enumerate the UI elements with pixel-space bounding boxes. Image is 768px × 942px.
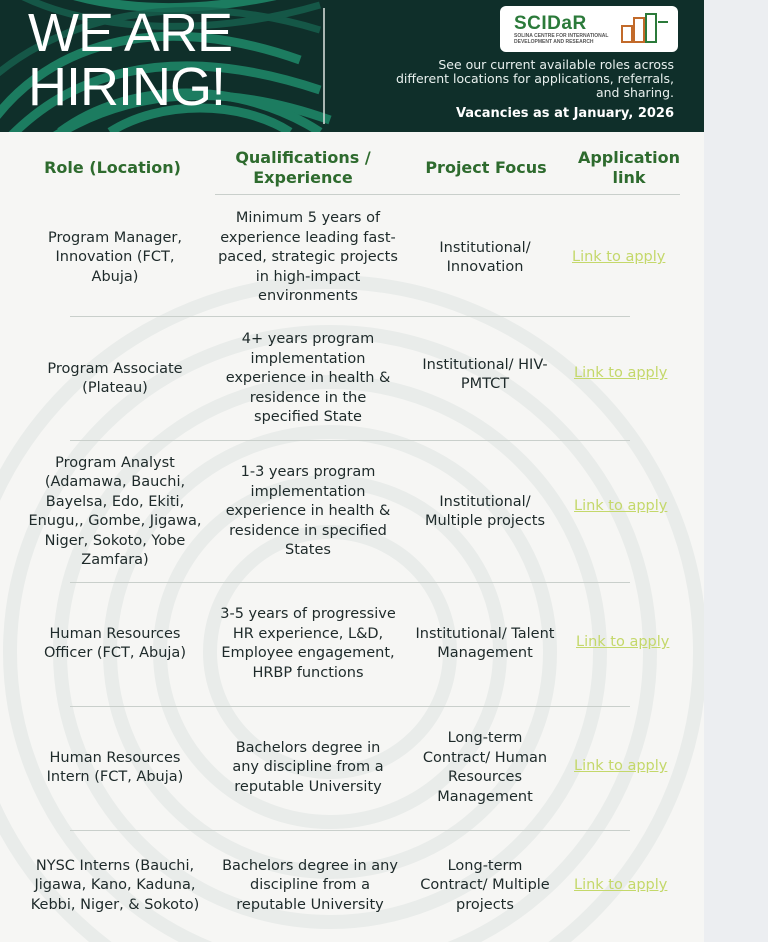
row-5-apply-link[interactable]: Link to apply [574, 758, 668, 774]
row-divider [70, 316, 630, 317]
row-5-focus: Long-term Contract/ Human Resources Management [422, 730, 548, 805]
row-1-focus: Institutional/ Innovation [439, 239, 531, 275]
row-1-qualifications: Minimum 5 years of experience leading fast-paced, strategic projects in high-impact environments [218, 210, 398, 305]
headline [28, 3, 233, 117]
column-header-application-link: Application link [577, 148, 681, 187]
header-description: See our current available roles across different locations for applications, referrals, and sharing. [395, 57, 674, 100]
row-6-qualifications: Bachelors degree in any discipline from a reputable University [222, 857, 398, 913]
row-4-qualifications: 3-5 years of progressive HR experience, L&D, Employee engagement, HRBP functions [220, 606, 396, 681]
row-1-role: Program Manager, Innovation (FCT, Abuja) [48, 229, 182, 285]
column-header-qualifications: Qualifications / Experience [235, 148, 371, 187]
row-2-focus: Institutional/ HIV-PMTCT [422, 356, 548, 392]
row-divider [70, 830, 630, 831]
row-2-role: Program Associate (Plateau) [47, 360, 183, 396]
row-3-role: Program Analyst (Adamawa, Bauchi, Bayelsa, Edo, Ekiti, Enugu,, Gombe, Jigawa, Niger, Sokoto, Yobe Zamfara) [28, 454, 202, 568]
row-5-qualifications: Bachelors degree in any discipline from a reputable University [232, 739, 384, 795]
logo-mark-icon [620, 12, 670, 46]
headline-line-1: WE ARE [28, 3, 233, 63]
header-rule [215, 194, 680, 195]
row-4-apply-link[interactable]: Link to apply [576, 634, 670, 650]
scidar-logo [500, 6, 678, 52]
row-2-apply-link[interactable]: Link to apply [574, 365, 668, 381]
row-5-role: Human Resources Intern (FCT, Abuja) [46, 749, 184, 785]
row-6-focus: Long-term Contract/ Multiple projects [420, 857, 550, 913]
row-divider [70, 582, 630, 583]
row-3-focus: Institutional/ Multiple projects [424, 493, 546, 529]
column-header-project-focus: Project Focus [425, 158, 547, 177]
vacancies-date: Vacancies as at January, 2026 [455, 106, 674, 121]
row-divider [70, 440, 630, 441]
row-divider [70, 706, 630, 707]
row-4-focus: Institutional/ Talent Management [415, 625, 555, 661]
logo-name: SCIDaR [514, 12, 587, 34]
row-4-role: Human Resources Officer (FCT, Abuja) [44, 625, 186, 661]
row-3-qualifications: 1-3 years program implementation experience in health & residence in specified States [225, 464, 391, 559]
page-margin [704, 0, 768, 942]
row-6-apply-link[interactable]: Link to apply [574, 877, 668, 893]
header-banner [0, 0, 704, 132]
row-1-apply-link[interactable]: Link to apply [572, 249, 666, 265]
headline-line-2: HIRING! [28, 57, 226, 117]
row-6-role: NYSC Interns (Bauchi, Jigawa, Kano, Kaduna, Kebbi, Niger, & Sokoto) [30, 857, 200, 913]
logo-subtitle: SOLINA CENTRE FOR INTERNATIONAL DEVELOPMENT AND RESEARCH [514, 32, 609, 45]
row-3-apply-link[interactable]: Link to apply [574, 498, 668, 514]
header-divider [323, 8, 325, 124]
column-header-role: Role (Location) [44, 158, 181, 177]
row-2-qualifications: 4+ years program implementation experience in health & residence in the specified State [225, 331, 391, 426]
